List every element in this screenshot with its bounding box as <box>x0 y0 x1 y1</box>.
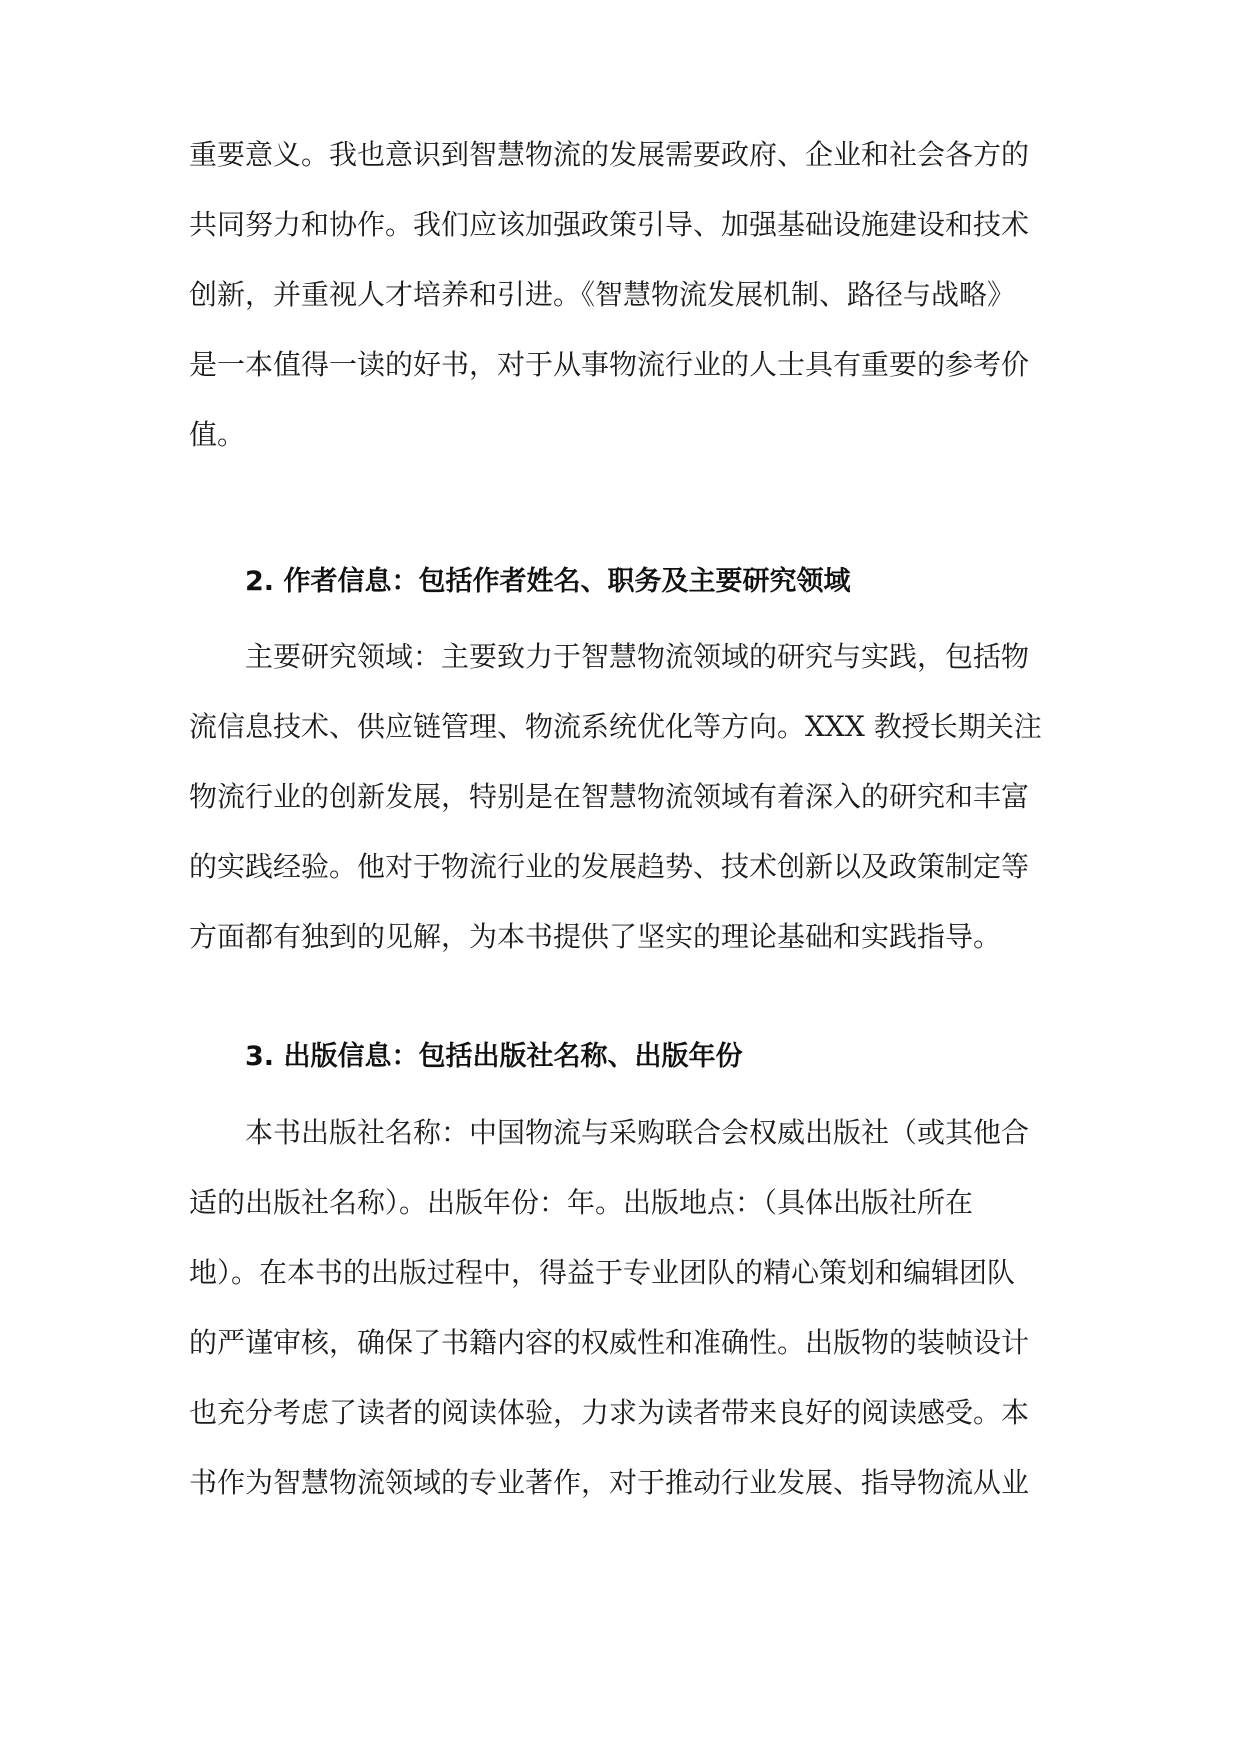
paragraph-line: 适的出版社名称）。出版年份：年。出版地点：（具体出版社所在 <box>189 1186 974 1219</box>
paragraph-line: 流信息技术、供应链管理、物流系统优化等方向。XXX 教授长期关注 <box>189 710 1042 743</box>
section-heading-publication-info: 3. 出版信息：包括出版社名称、出版年份 <box>245 1041 743 1072</box>
paragraph-line: 书作为智慧物流领域的专业著作，对于推动行业发展、指导物流从业 <box>189 1466 1030 1499</box>
paragraph-line: 主要研究领域：主要致力于智慧物流领域的研究与实践，包括物 <box>245 640 1030 673</box>
intro-paragraph <box>189 135 1059 495</box>
paragraph-line: 的严谨审核，确保了书籍内容的权威性和准确性。出版物的装帧设计 <box>189 1326 1030 1359</box>
paragraph-line: 地）。在本书的出版过程中，得益于专业团队的精心策划和编辑团队 <box>189 1256 1016 1289</box>
paragraph-line: 的实践经验。他对于物流行业的发展趋势、技术创新以及政策制定等 <box>189 850 1030 883</box>
paragraph-line: 也充分考虑了读者的阅读体验，力求为读者带来良好的阅读感受。本 <box>189 1396 1030 1429</box>
paragraph-line: 共同努力和协作。我们应该加强政策引导、加强基础设施建设和技术 <box>189 208 1030 241</box>
paragraph-line: 本书出版社名称：中国物流与采购联合会权威出版社（或其他合 <box>245 1116 1030 1149</box>
paragraph-line: 方面都有独到的见解，为本书提供了坚实的理论基础和实践指导。 <box>189 920 1002 953</box>
author-info-paragraph <box>189 637 1059 997</box>
section-heading-author-info: 2. 作者信息：包括作者姓名、职务及主要研究领域 <box>245 566 851 597</box>
paragraph-line: 值。 <box>189 418 246 451</box>
publication-info-paragraph <box>189 1113 1059 1553</box>
paragraph-line: 是一本值得一读的好书，对于从事物流行业的人士具有重要的参考价 <box>189 348 1030 381</box>
paragraph-line: 重要意义。我也意识到智慧物流的发展需要政府、企业和社会各方的 <box>189 138 1030 171</box>
paragraph-line: 创新，并重视人才培养和引进。《智慧物流发展机制、路径与战略》 <box>189 278 1016 311</box>
paragraph-line: 物流行业的创新发展，特别是在智慧物流领域有着深入的研究和丰富 <box>189 780 1030 813</box>
